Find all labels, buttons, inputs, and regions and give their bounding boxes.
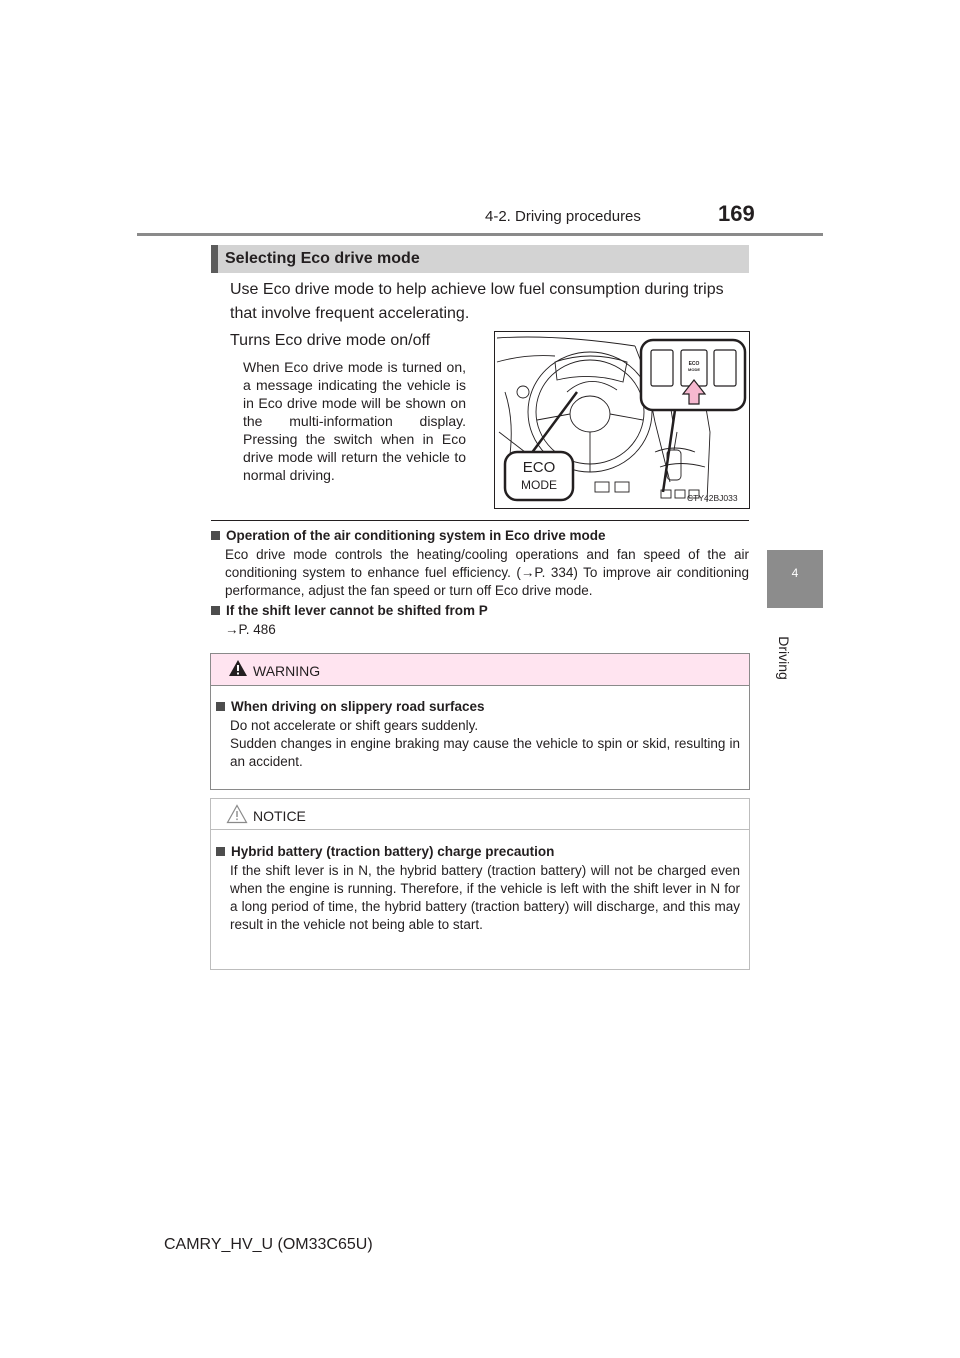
note-heading-text: If the shift lever cannot be shifted from P <box>226 603 488 618</box>
section-title: Selecting Eco drive mode <box>225 250 420 267</box>
chapter-number: 4 <box>791 566 799 580</box>
notice-heading-text: Hybrid battery (traction battery) charge precaution <box>231 844 555 859</box>
warning-heading-text: When driving on slippery road surfaces <box>231 699 485 714</box>
notice-header-divider <box>211 829 749 830</box>
dashboard-drawing <box>495 332 750 509</box>
square-bullet-icon <box>216 847 225 856</box>
eco-callout-line2: MODE <box>521 478 557 492</box>
item-description: When Eco drive mode is turned on, a message indicating the vehicle is in Eco drive mode will be shown on the multi-information display. Pressing the switch when in Eco drive mode will return the vehicle to normal driving. <box>243 359 466 483</box>
notice-body: If the shift lever is in N, the hybrid battery (traction battery) will not be charged even when the engine is running. Therefore, if the vehicle is left with the shift lever in N for a long period of time, the hybrid battery (traction battery) will discharge, and this may result in the vehicle not being able to start. <box>230 863 740 932</box>
eco-mode-illustration <box>494 331 750 509</box>
warning-body-line1: Do not accelerate or shift gears suddenly. <box>230 718 479 733</box>
note-body-air-conditioning: Eco drive mode controls the heating/cooling operations and fan speed of the air conditioning system to enhance fuel efficiency. (→P. 334) To improve air conditioning performance, adjust the fan speed or turn off Eco drive mode. <box>225 547 749 598</box>
eco-button-label-1: ECO <box>688 361 700 367</box>
notice-heading <box>216 844 554 859</box>
note-heading-air-conditioning <box>211 528 606 543</box>
section-divider <box>211 520 749 521</box>
note-body-shift-lever: →P. 486 <box>225 622 276 637</box>
page-number: 169 <box>718 201 755 226</box>
footer-model-code: CAMRY_HV_U (OM33C65U) <box>164 1236 373 1253</box>
warning-label: WARNING <box>253 663 321 679</box>
warning-body <box>230 717 740 771</box>
chapter-label <box>772 636 812 680</box>
warning-heading <box>216 699 485 714</box>
square-bullet-icon <box>211 531 220 540</box>
section-heading-marker <box>211 245 218 273</box>
illustration-code: CTY42BJ033 <box>687 493 738 503</box>
note-heading-shift-lever <box>211 603 488 618</box>
note-heading-text: Operation of the air conditioning system in Eco drive mode <box>226 528 606 543</box>
chapter-label-text: Driving <box>775 636 792 680</box>
notice-label: NOTICE <box>253 808 306 824</box>
warning-body-line2: Sudden changes in engine braking may cause the vehicle to spin or skid, resulting in an accident. <box>230 736 740 769</box>
square-bullet-icon <box>211 606 220 615</box>
header-section-title: 4-2. Driving procedures <box>485 208 641 225</box>
caution-outline-triangle-icon <box>226 804 248 829</box>
eco-button-label-2: MODE <box>688 367 700 372</box>
eco-callout-line1: ECO <box>522 459 556 476</box>
warning-triangle-icon <box>228 659 248 682</box>
item-title: Turns Eco drive mode on/off <box>230 332 431 349</box>
header-rule <box>137 233 823 236</box>
section-intro: Use Eco drive mode to help achieve low fuel consumption during trips that involve frequent accelerating. <box>230 281 724 322</box>
square-bullet-icon <box>216 702 225 711</box>
